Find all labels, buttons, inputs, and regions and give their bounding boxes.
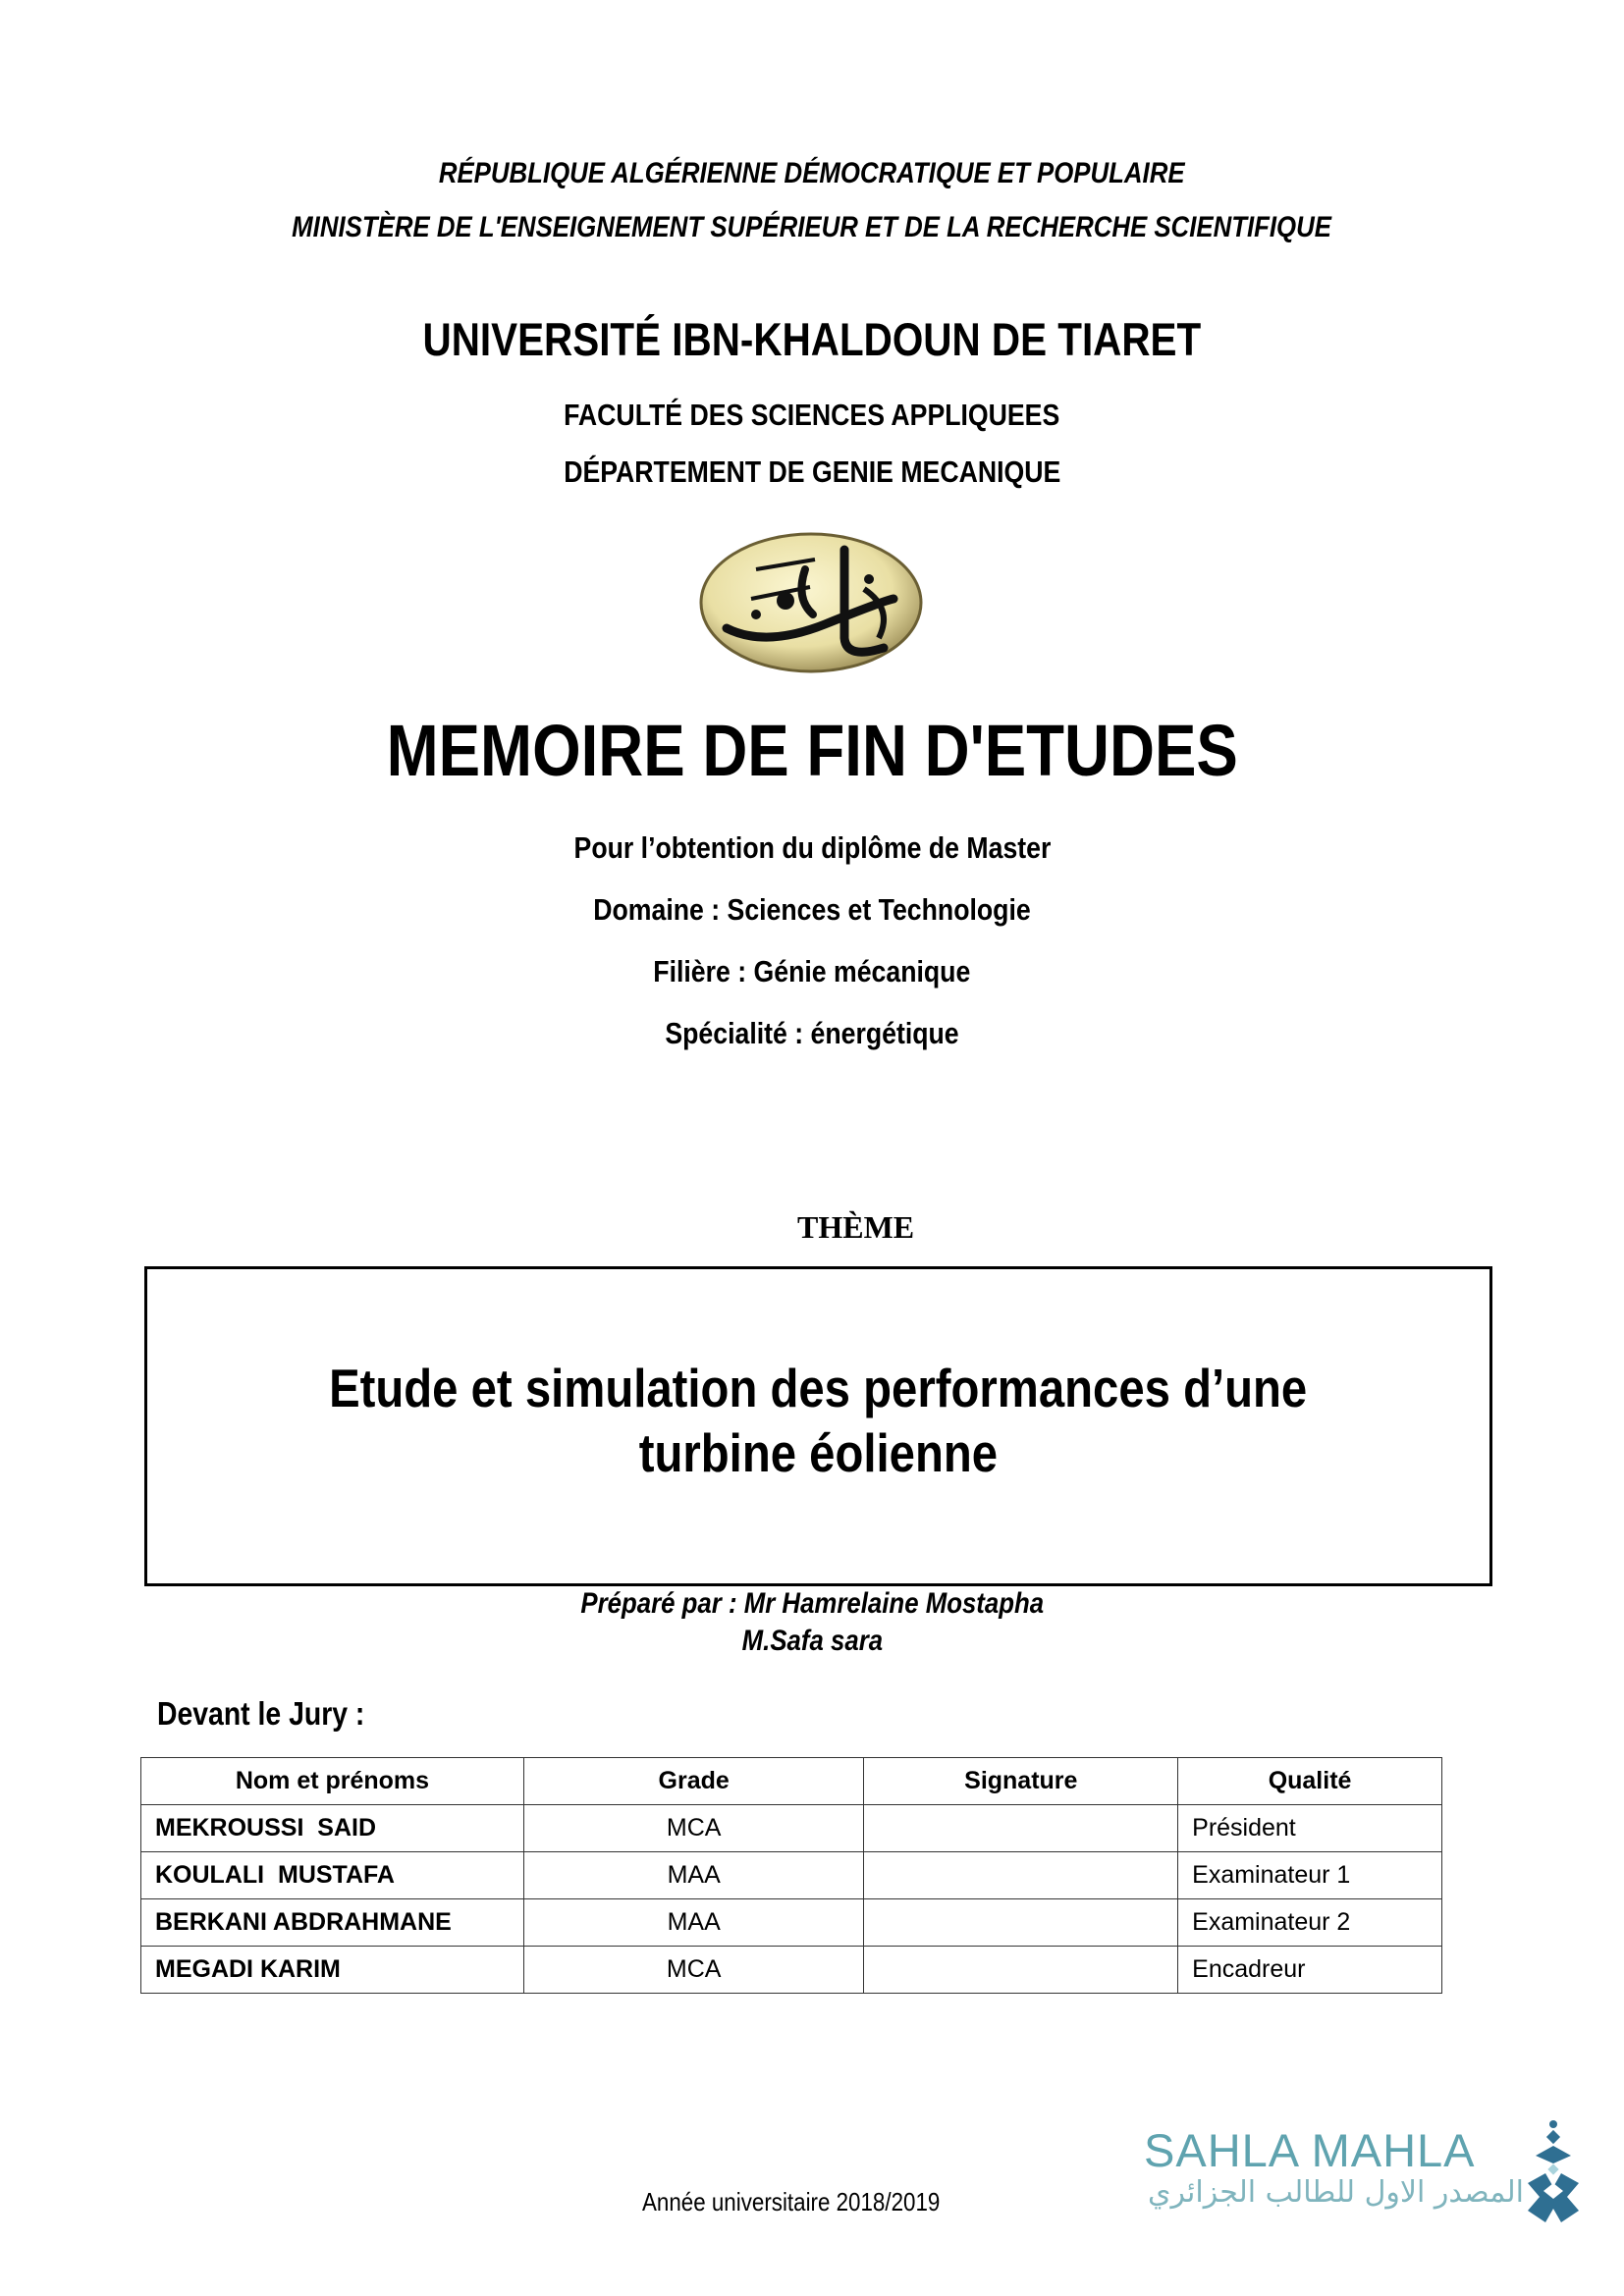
purpose-text: Pour l’obtention du diplôme de Master [573, 830, 1051, 865]
jury-signature [864, 1852, 1178, 1899]
faculty-text: FACULTÉ DES SCIENCES APPLIQUEES [564, 398, 1060, 432]
watermark-logo[interactable] [1144, 2118, 1576, 2226]
jury-grade: MAA [523, 1899, 864, 1947]
jury-role: Président [1178, 1805, 1442, 1852]
jury-name: KOULALI MUSTAFA [141, 1852, 524, 1899]
faculty-heading [0, 398, 1624, 433]
column-header-name: Nom et prénoms [141, 1758, 524, 1805]
specialty-line [0, 1016, 1624, 1051]
column-header-role: Qualité [1178, 1758, 1442, 1805]
academic-year-text: Année universitaire 2018/2019 [642, 2187, 941, 2216]
jury-table [140, 1757, 1442, 1994]
watermark-subtitle: المصدر الاول للطالب الجزائري [1148, 2175, 1524, 2210]
specialty-text: Spécialité : énergétique [665, 1016, 959, 1050]
theme-label: THÈME [797, 1209, 915, 1245]
jury-name: BERKANI ABDRAHMANE [141, 1899, 524, 1947]
jury-grade: MCA [523, 1947, 864, 1994]
theme-title-line2: turbine éolienne [638, 1422, 999, 1483]
jury-name: MEKROUSSI SAID [141, 1805, 524, 1852]
jury-label-text: Devant le Jury : [157, 1695, 365, 1732]
ministry-heading [0, 211, 1624, 244]
prepared-by-line1: Préparé par : Mr Hamrelaine Mostapha [580, 1587, 1044, 1620]
watermark-title: SAHLA MAHLA [1144, 2124, 1476, 2176]
domain-text: Domaine : Sciences et Technologie [593, 892, 1031, 927]
jury-signature [864, 1947, 1178, 1994]
republic-text: RÉPUBLIQUE ALGÉRIENNE DÉMOCRATIQUE ET POPULAIRE [439, 157, 1185, 189]
republic-heading [0, 157, 1624, 190]
theme-title [147, 1356, 1489, 1485]
university-heading [0, 312, 1624, 366]
table-row [141, 1899, 1442, 1947]
jury-grade: MCA [523, 1805, 864, 1852]
department-heading [0, 454, 1624, 490]
document-type-text: MEMOIRE DE FIN D'ETUDES [386, 710, 1238, 791]
theme-box [144, 1266, 1492, 1586]
purpose-line [0, 830, 1624, 866]
jury-role: Examinateur 2 [1178, 1899, 1442, 1947]
table-row [141, 1805, 1442, 1852]
document-type-title [0, 709, 1624, 792]
table-row [141, 1947, 1442, 1994]
column-header-grade: Grade [523, 1758, 864, 1805]
theme-title-line1: Etude et simulation des performances d’une [329, 1358, 1308, 1418]
field-line [0, 954, 1624, 989]
table-row [141, 1852, 1442, 1899]
column-header-signature: Signature [864, 1758, 1178, 1805]
domain-line [0, 892, 1624, 928]
jury-table-header [141, 1758, 1442, 1805]
jury-grade: MAA [523, 1852, 864, 1899]
field-text: Filière : Génie mécanique [653, 954, 971, 988]
prepared-by-line2: M.Safa sara [741, 1625, 883, 1657]
prepared-by [0, 1585, 1624, 1660]
jury-role: Examinateur 1 [1178, 1852, 1442, 1899]
jury-signature [864, 1899, 1178, 1947]
jury-name: MEGADI KARIM [141, 1947, 524, 1994]
ministry-text: MINISTÈRE DE L'ENSEIGNEMENT SUPÉRIEUR ET DE LA RECHERCHE SCIENTIFIQUE [292, 211, 1332, 243]
sahla-mahla-logo-icon [1522, 2118, 1579, 2226]
university-seal-icon [697, 530, 925, 675]
jury-role: Encadreur [1178, 1947, 1442, 1994]
jury-signature [864, 1805, 1178, 1852]
academic-year [642, 2187, 989, 2217]
jury-label [157, 1695, 399, 1733]
department-text: DÉPARTEMENT DE GENIE MECANIQUE [563, 454, 1061, 489]
university-text: UNIVERSITÉ IBN-KHALDOUN DE TIARET [422, 313, 1202, 365]
